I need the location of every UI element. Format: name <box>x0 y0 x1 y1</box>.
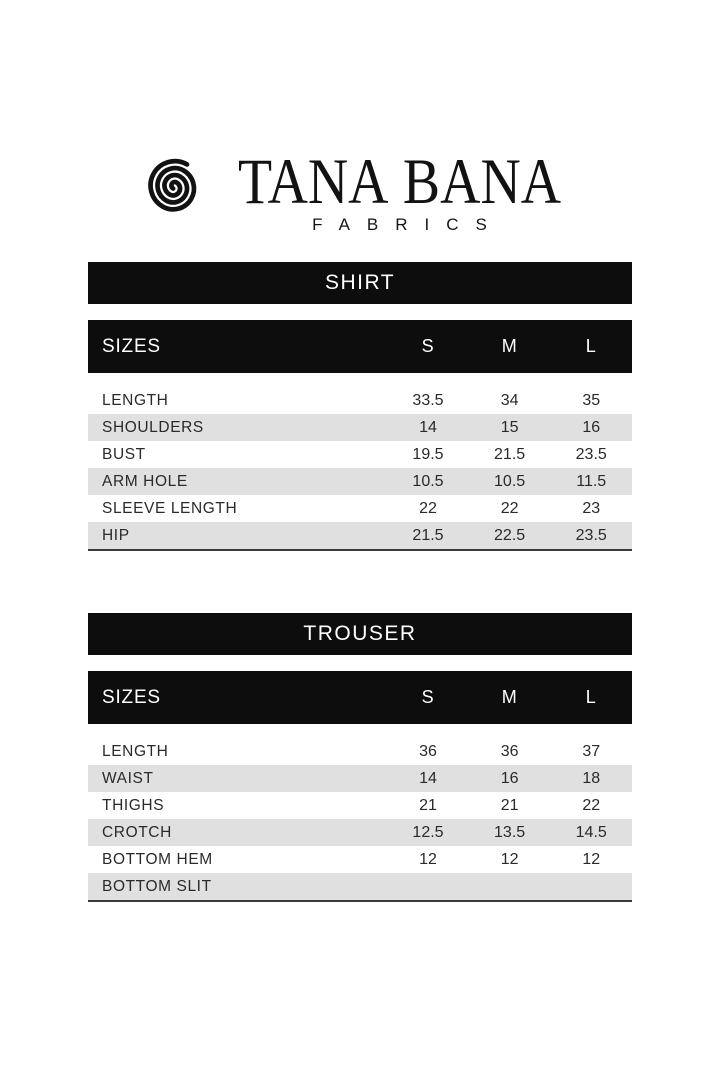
trouser-table-rows <box>88 738 632 902</box>
row-label: BUST <box>102 445 146 463</box>
trouser-size-table <box>88 613 632 902</box>
row-value: 10.5 <box>412 472 444 490</box>
row-value: 19.5 <box>412 445 444 463</box>
row-value: 15 <box>500 418 519 436</box>
row-value: 14 <box>419 418 437 436</box>
brand-subtitle: FABRICS <box>312 215 504 234</box>
table-row <box>88 792 632 819</box>
row-label: LENGTH <box>102 742 169 760</box>
row-value: 22 <box>582 796 601 814</box>
row-label: BOTTOM SLIT <box>102 877 212 895</box>
size-column-l: L <box>585 687 597 707</box>
row-value: 10.5 <box>494 472 526 490</box>
row-value: 21.5 <box>494 445 526 463</box>
row-value: 34 <box>500 391 519 409</box>
row-value: 37 <box>582 742 601 760</box>
table-row <box>88 738 632 765</box>
sizes-header-label: SIZES <box>102 335 161 357</box>
row-label: LENGTH <box>102 391 169 409</box>
size-column-m: M <box>501 687 518 707</box>
row-value: 35 <box>582 391 601 409</box>
logo-text <box>220 146 579 235</box>
row-value: 12 <box>500 850 519 868</box>
row-value: 36 <box>419 742 437 760</box>
row-value: 36 <box>500 742 519 760</box>
sizes-header-label: SIZES <box>102 686 161 708</box>
row-value: 11.5 <box>576 472 607 490</box>
row-value: 23.5 <box>575 445 607 463</box>
row-value: 13.5 <box>494 823 526 841</box>
size-column-s: S <box>421 687 435 707</box>
table-row <box>88 495 632 522</box>
row-value: 22 <box>500 499 519 517</box>
row-label: HIP <box>102 526 130 544</box>
shirt-table-title: SHIRT <box>88 262 632 304</box>
trouser-table-title: TROUSER <box>88 613 632 655</box>
brand-logo <box>0 146 720 235</box>
row-value: 23.5 <box>575 526 607 544</box>
row-value: 18 <box>582 769 601 787</box>
row-label: ARM HOLE <box>102 472 188 490</box>
spiral-icon <box>141 154 207 220</box>
row-value: 12.5 <box>412 823 444 841</box>
table-row <box>88 468 632 495</box>
row-label: THIGHS <box>102 796 165 814</box>
row-value: 33.5 <box>412 391 444 409</box>
table-row <box>88 441 632 468</box>
row-label: SHOULDERS <box>102 418 204 436</box>
row-value: 21.5 <box>412 526 444 544</box>
row-value: 22 <box>419 499 437 517</box>
shirt-table-rows <box>88 387 632 551</box>
brand-name: TANA BANA <box>237 146 562 218</box>
row-value: 12 <box>419 850 437 868</box>
size-column-l: L <box>585 336 597 356</box>
row-value: 16 <box>500 769 519 787</box>
size-column-m: M <box>501 336 518 356</box>
row-value: 12 <box>582 850 601 868</box>
table-row <box>88 522 632 549</box>
size-column-s: S <box>421 336 435 356</box>
shirt-size-table <box>88 262 632 551</box>
shirt-table-header <box>88 320 632 373</box>
table-row <box>88 387 632 414</box>
row-label: CROTCH <box>102 823 172 841</box>
table-row <box>88 414 632 441</box>
row-value: 22.5 <box>494 526 526 544</box>
row-value: 14 <box>419 769 437 787</box>
table-row <box>88 765 632 792</box>
trouser-table-header <box>88 671 632 724</box>
row-value: 21 <box>419 796 437 814</box>
row-value: 14.5 <box>575 823 607 841</box>
row-label: SLEEVE LENGTH <box>102 499 238 517</box>
row-value: 16 <box>582 418 601 436</box>
table-row <box>88 873 632 900</box>
table-row <box>88 846 632 873</box>
row-value: 23 <box>582 499 601 517</box>
row-label: BOTTOM HEM <box>102 850 213 868</box>
row-value: 21 <box>500 796 519 814</box>
row-label: WAIST <box>102 769 154 787</box>
table-row <box>88 819 632 846</box>
